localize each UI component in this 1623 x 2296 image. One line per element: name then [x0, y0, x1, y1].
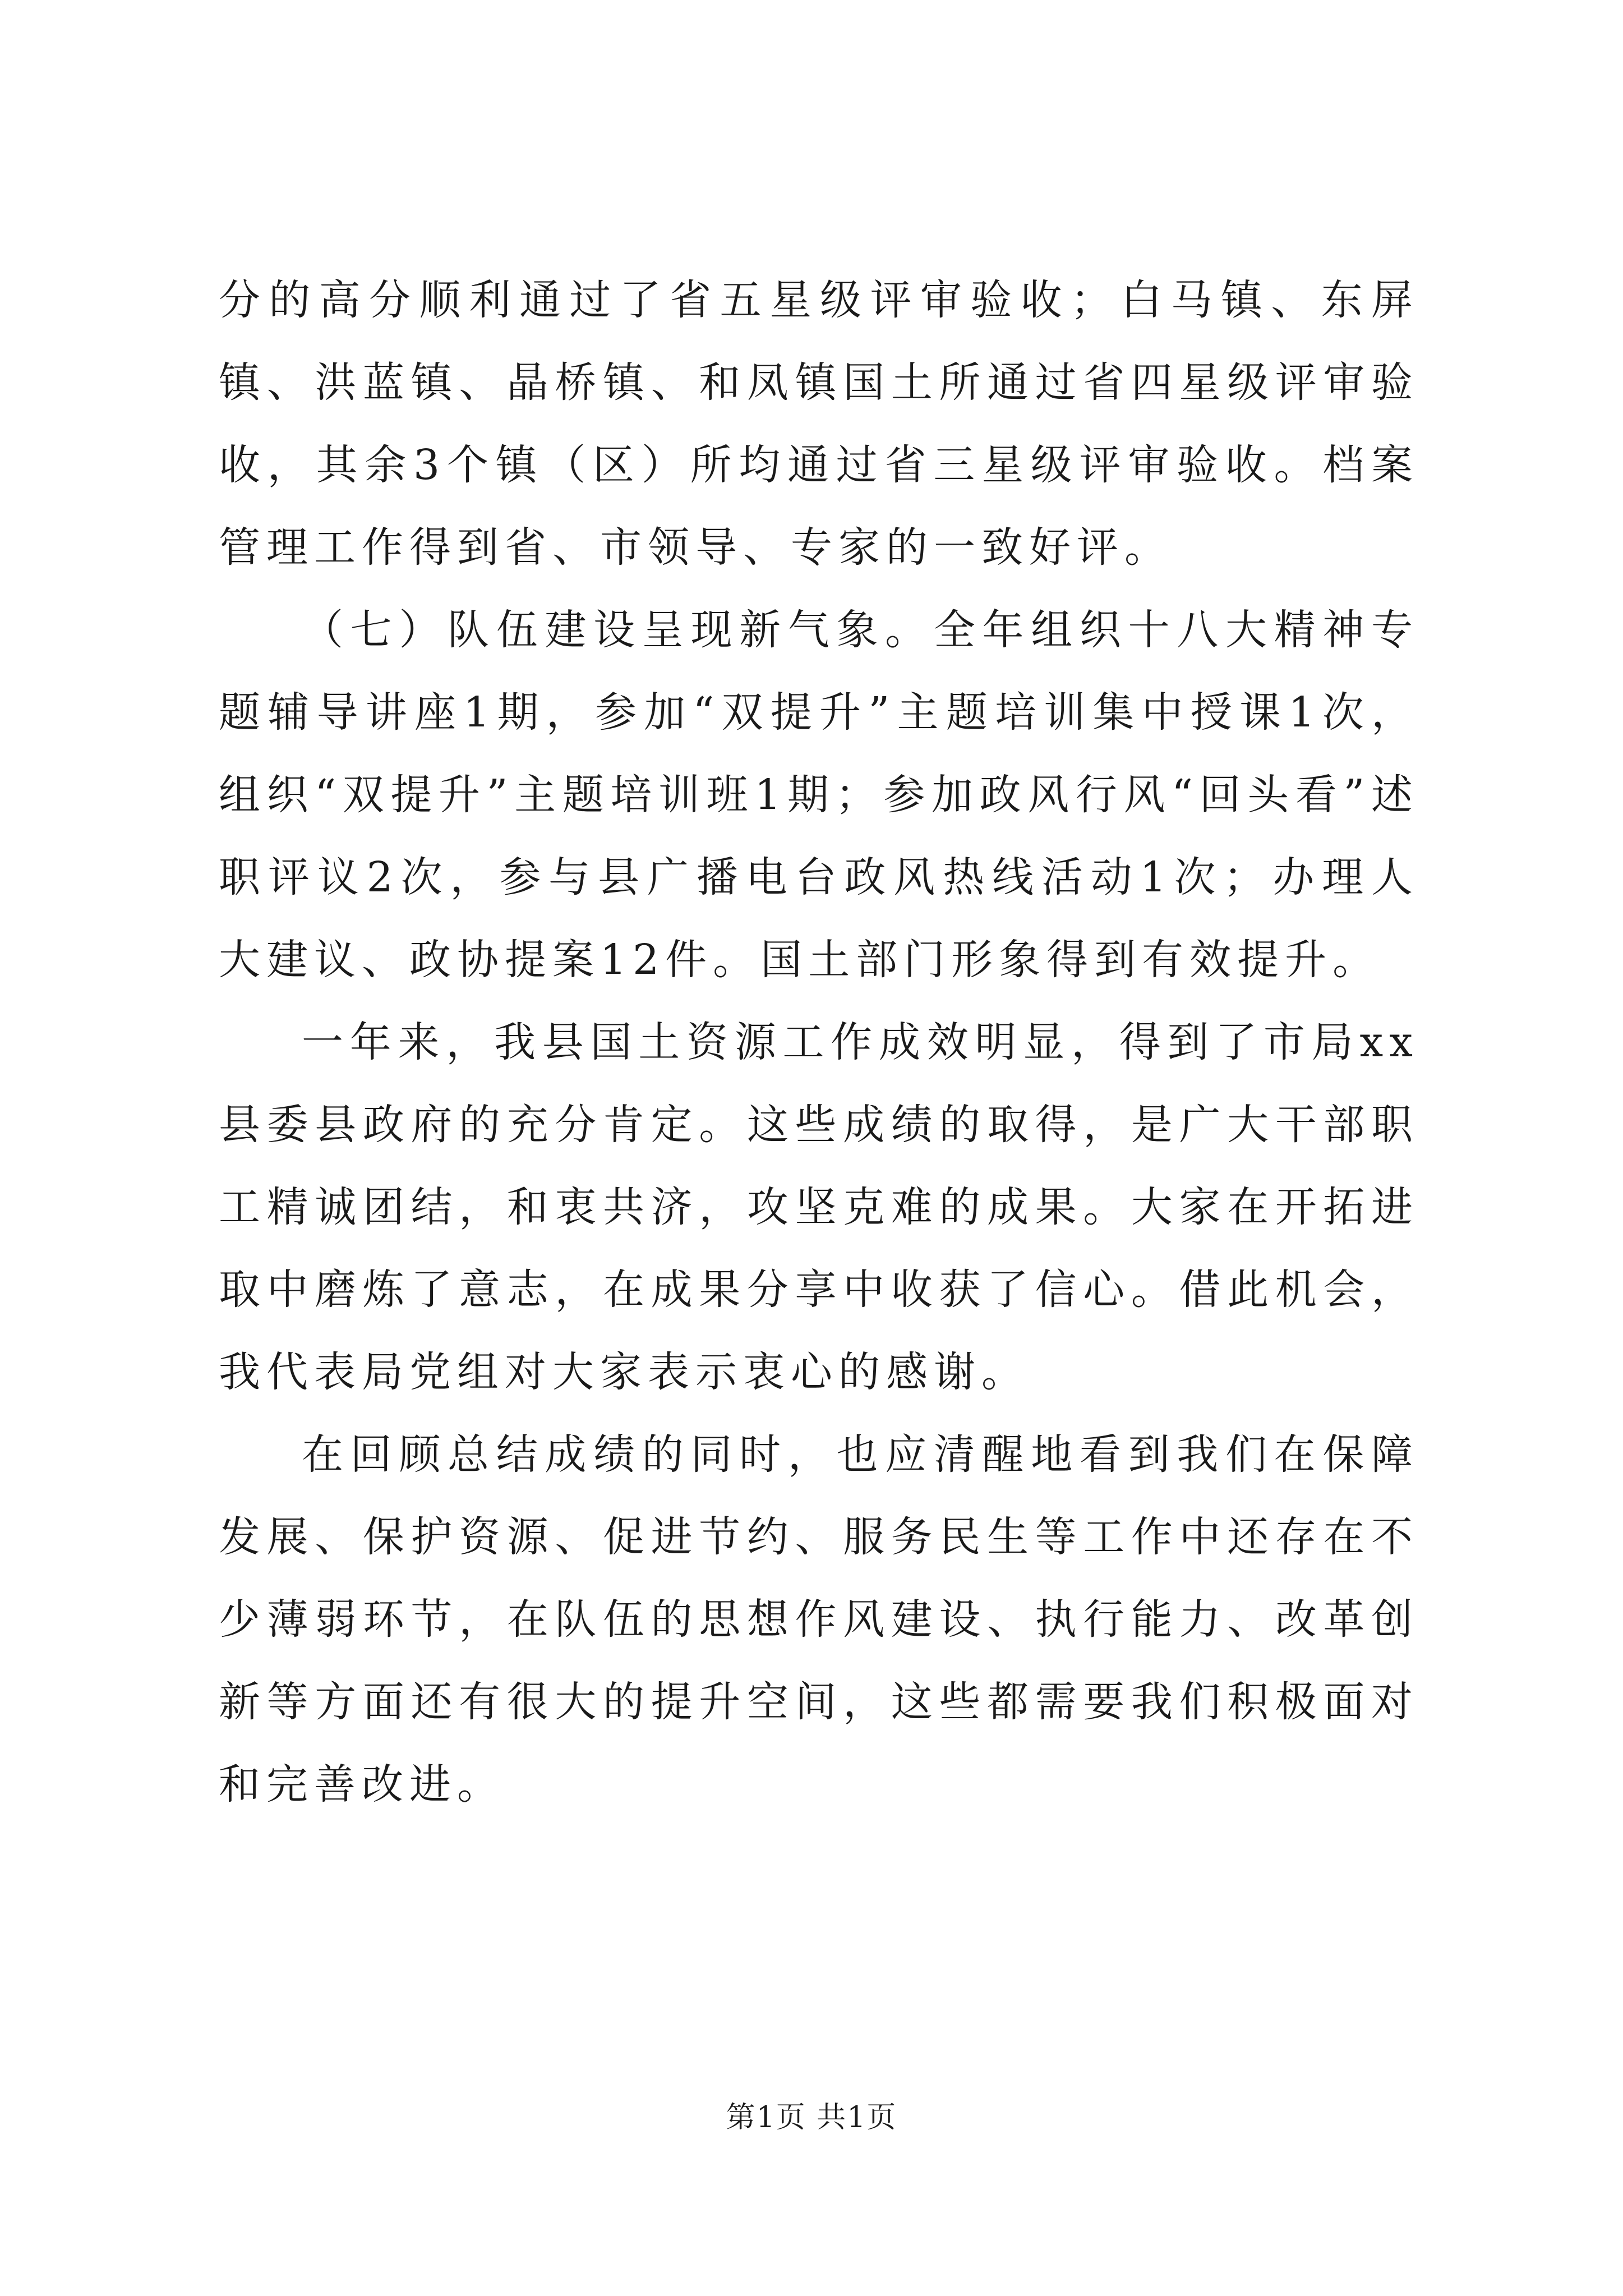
- document-body: [219, 259, 1419, 1826]
- paragraph-team-building: （七）队伍建设呈现新气象。全年组织十八大精神专题辅导讲座1期，参加“双提升”主题培训集中授课1次，组织“双提升”主题培训班1期；参加政风行风“回头看”述职评议2次，参与县广播电台政风热线活动1次；办理人大建议、政协提案12件。国土部门形象得到有效提升。: [219, 606, 1419, 984]
- paragraph-shortcomings: 在回顾总结成绩的同时，也应清醒地看到我们在保障发展、保护资源、促进节约、服务民生等工作中还存在不少薄弱环节，在队伍的思想作风建设、执行能力、改革创新等方面还有很大的提升空间，这些都需要我们积极面对和完善改进。: [219, 1430, 1419, 1809]
- paragraph-year-summary: 一年来，我县国土资源工作成效明显，得到了市局xx县委县政府的充分肯定。这些成绩的取得，是广大干部职工精诚团结，和衷共济，攻坚克难的成果。大家在开拓进取中磨炼了意志，在成果分享中收获了信心。借此机会，我代表局党组对大家表示衷心的感谢。: [219, 1018, 1419, 1396]
- paragraph-continuation: 分的高分顺利通过了省五星级评审验收；白马镇、东屏镇、洪蓝镇、晶桥镇、和凤镇国土所通过省四星级评审验收，其余3个镇（区）所均通过省三星级评审验收。档案管理工作得到省、市领导、专家的一致好评。: [219, 276, 1419, 572]
- page-number-footer: 第1页 共1页: [726, 2101, 897, 2134]
